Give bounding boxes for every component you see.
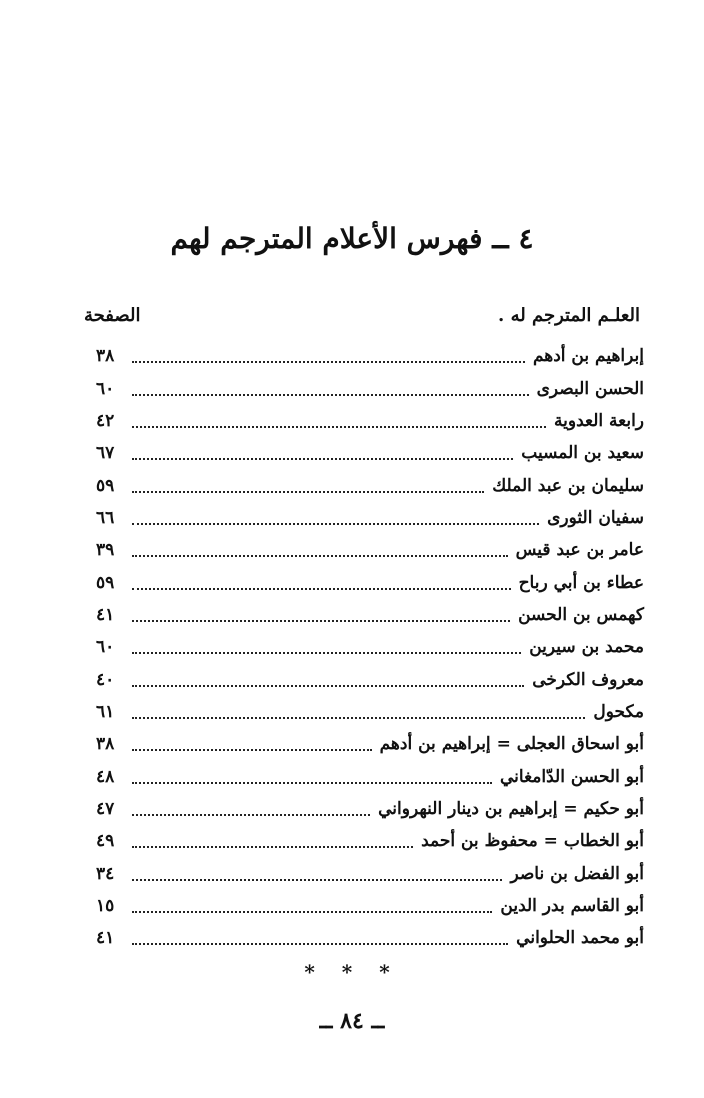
entry-page: ٤٠	[96, 669, 115, 690]
dot-leader	[132, 394, 529, 396]
index-entry	[96, 890, 644, 922]
index-entry	[96, 437, 644, 469]
entry-name: رابعة العدوية	[554, 410, 644, 431]
dot-leader	[132, 782, 492, 784]
entry-name: عطاء بن أبي رباح	[518, 572, 644, 593]
entry-page: ٤٢	[96, 410, 115, 431]
dot-leader	[132, 555, 508, 557]
entry-page: ٣٨	[96, 734, 115, 755]
entry-name: أبو محمد الحلواني	[516, 928, 644, 949]
entry-page: ٣٨	[96, 346, 115, 367]
entry-name: أبو الفضل بن ناصر	[510, 863, 644, 884]
index-entry	[96, 696, 644, 728]
index-entry	[96, 599, 644, 631]
entry-page: ٤١	[96, 604, 115, 625]
entry-name: سفيان الثورى	[547, 507, 644, 528]
page-column-header: الصفحة	[84, 305, 141, 326]
index-entry	[96, 469, 644, 501]
index-entries	[96, 340, 644, 955]
entry-name: معروف الكرخى	[532, 669, 644, 690]
dot-leader	[132, 846, 413, 848]
dot-leader	[132, 652, 521, 654]
entry-page: ٦٧	[96, 443, 115, 464]
index-entry	[96, 631, 644, 663]
entry-page: ١٥	[96, 896, 115, 917]
entry-name: سعيد بن المسيب	[521, 443, 644, 464]
index-entry	[96, 793, 644, 825]
entry-page: ٥٩	[96, 475, 115, 496]
entry-page: ٤١	[96, 928, 115, 949]
dot-leader	[132, 814, 370, 816]
dot-leader	[132, 879, 502, 881]
dot-leader	[132, 620, 510, 622]
index-entry	[96, 502, 644, 534]
dot-leader	[132, 458, 513, 460]
entry-page: ٦٠	[96, 378, 115, 399]
dot-leader	[132, 361, 525, 363]
dot-leader	[132, 426, 546, 428]
entry-page: ٦٦	[96, 507, 115, 528]
entry-name: أبو القاسم بدر الدين	[500, 896, 644, 917]
index-entry	[96, 760, 644, 792]
dot-leader	[132, 943, 508, 945]
entry-page: ٣٩	[96, 540, 115, 561]
index-entry	[96, 372, 644, 404]
dot-leader	[132, 685, 524, 687]
entry-name: عامر بن عبد قيس	[515, 540, 644, 561]
dot-leader	[132, 749, 372, 751]
index-title: ٤ ــ فهرس الأعلام المترجم لهم	[170, 222, 534, 255]
entry-name: أبو اسحاق العجلى = إبراهيم بن أدهم	[379, 734, 644, 755]
entry-page: ٤٧	[96, 798, 115, 819]
index-entry	[96, 340, 644, 372]
entry-page: ٦٠	[96, 637, 115, 658]
entry-name: أبو حكيم = إبراهيم بن دينار النهرواني	[378, 798, 644, 819]
index-entry	[96, 405, 644, 437]
page-number: ــ ٨٤ ــ	[319, 1008, 385, 1034]
column-headers	[84, 305, 640, 333]
entry-name: أبو الخطاب = محفوظ بن أحمد	[421, 831, 644, 852]
entry-name: أبو الحسن الدّامغاني	[500, 766, 644, 787]
section-separator: * * *	[304, 960, 400, 984]
entry-name: مكحول	[593, 701, 644, 722]
index-entry	[96, 825, 644, 857]
entry-name: الحسن البصرى	[536, 378, 644, 399]
entry-name: إبراهيم بن أدهم	[532, 346, 644, 367]
entry-page: ٥٩	[96, 572, 115, 593]
dot-leader	[132, 717, 585, 719]
entry-page: ٤٨	[96, 766, 115, 787]
entry-page: ٤٩	[96, 831, 115, 852]
dot-leader	[132, 588, 511, 590]
entry-name: محمد بن سيرين	[529, 637, 644, 658]
index-entry	[96, 663, 644, 695]
entry-name: سليمان بن عبد الملك	[492, 475, 644, 496]
index-entry	[96, 728, 644, 760]
index-entry	[96, 534, 644, 566]
dot-leader	[132, 491, 484, 493]
index-entry	[96, 858, 644, 890]
name-column-header: العلـم المترجم له .	[498, 305, 640, 326]
index-entry	[96, 566, 644, 598]
entry-page: ٣٤	[96, 863, 115, 884]
dot-leader	[132, 523, 539, 525]
dot-leader	[132, 911, 492, 913]
entry-name: كهمس بن الحسن	[518, 604, 644, 625]
entry-page: ٦١	[96, 701, 115, 722]
index-entry	[96, 922, 644, 954]
